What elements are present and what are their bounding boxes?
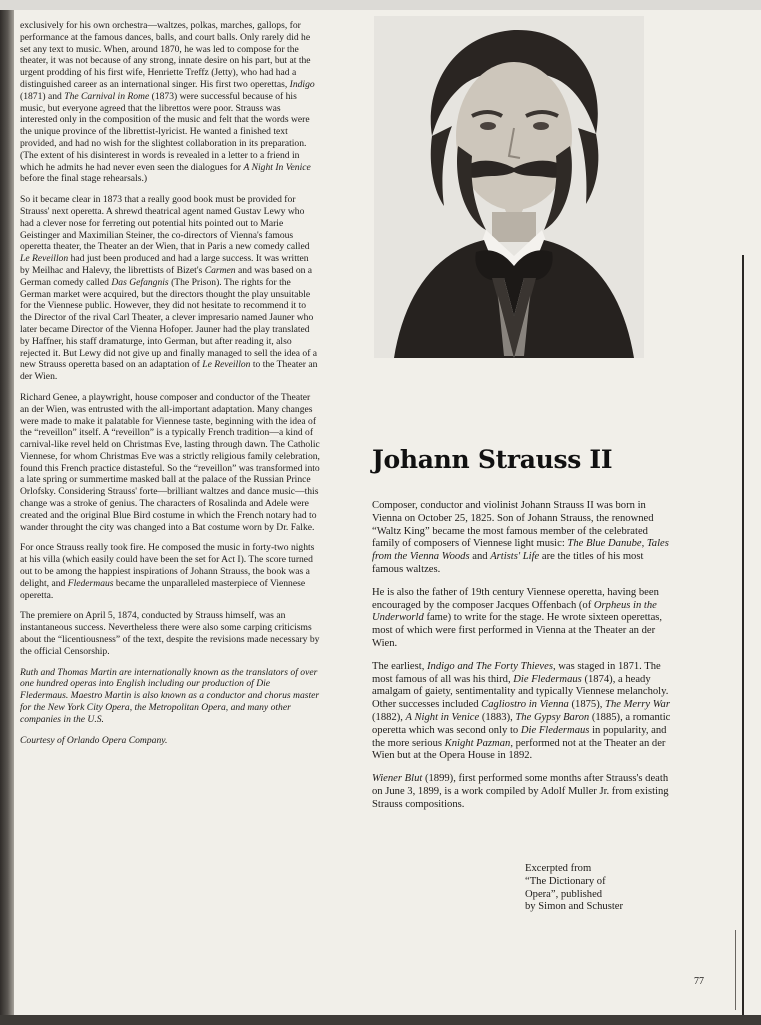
body-text: had just been produced and had a large success. It was written by Meilhac and Halevy, the librettists of Bizet's xyxy=(20,253,309,276)
italic-title-text: Indigo and The Forty Thieves xyxy=(427,660,553,672)
body-text: , performed not at the Theater an der Wien but at the Opera House in 1892. xyxy=(372,737,666,762)
body-text: (1874), a heady amalgam of gaiety, sentimentality and typically Viennese melancholy. Other successes included xyxy=(372,673,669,711)
body-text: to the Theater an der Wien. xyxy=(20,359,318,383)
italic-title-text: Cagliostro in Vienna xyxy=(481,699,569,711)
italic-title-text: Die Fledermaus xyxy=(520,724,590,736)
body-text: For once Strauss really took fire. He composed the music in forty-two nights at his villa (which easily could have been the set for Act I). The score turned out to be among the happiest inspirations of Johann Strauss, the book was a delight, and xyxy=(20,542,315,589)
italic-title-text: Le Reveillon xyxy=(20,253,69,265)
italic-title-text: The Carnival in Rome xyxy=(64,90,150,102)
italic-title-text: A Night in Venice xyxy=(405,711,480,723)
excerpt-line: “The Dictionary of xyxy=(525,875,606,887)
book-spine-shadow xyxy=(0,10,14,1015)
body-text: (1885), a romantic operetta which was second only to xyxy=(372,711,671,736)
body-text: (1873) were successful because of his music, but everyone agreed that the librettos were poor. Strauss was interested only in the composition of the music and felt that the words were the unique province of the librettist-lyricist. He wanted a finished text provided, and had no wish for the slightest collaboration in its preparation. (The extent of his disinterest in words is revealed in a letter to a friend in which he admits he had never even seen the dialogues for xyxy=(20,90,310,173)
body-text: in popularity, and the more serious xyxy=(372,724,667,749)
italic-title-text: Fledermaus xyxy=(67,577,114,589)
bio-paragraph-3 xyxy=(372,661,677,763)
body-text: Richard Genee, a playwright, house composer and conductor of the Theater an der Wien, was entrusted with the all-important adaptation. Many changes were made to make it palatable for Viennese taste, beginning with the idea of the “reveillon” itself. A “reveillon” is a typically French tradition—a kind of carnival-like revel held on Christmas Eve, lasting through dawn. The Catholic Viennese, for whom Christmas Eve was a strictly religious family celebration, found this French practice distasteful. So the “reveillon” was transformed into a late spring or summertime masked ball at the palace of the Russian Prince Orlofsky. Considering Strauss' forte—brilliant waltzes and dance music—this change was a stroke of genius. The characters of Rosalinda and Adele were created and the original Blue Bird costume in which the French notary had to wander throught the city was changed into a Bat costume worn by Dr. Falke. xyxy=(20,391,320,533)
excerpt-line: by Simon and Schuster xyxy=(525,901,623,913)
body-text: before the final stage rehearsals.) xyxy=(20,173,148,185)
body-text: (1883), xyxy=(479,711,516,723)
body-text: , was staged in 1871. The most famous of all was his third, xyxy=(372,660,661,685)
excerpt-line: Opera”, published xyxy=(525,888,603,900)
italic-title-text: Indigo xyxy=(289,78,315,90)
body-text: So it became clear in 1873 that a really good book must be provided for Strauss' next operetta. A shrewd theatrical agent named Gustav Lewy who had a clever nose for ferreting out potential hits pointed out to Marie Geistinger and Maximilian Steiner, the co-directors of Vienna's famous operetta theater, the Theater an der Wien, that in Paris a new comedy called xyxy=(20,194,310,253)
page-number: 77 xyxy=(694,976,704,987)
bio-paragraph-2 xyxy=(372,587,677,651)
left-paragraph-3 xyxy=(20,392,320,534)
bio-paragraph-4 xyxy=(372,773,677,811)
body-text: fame) to write for the stage. He wrote sixteen operettas, most of which were first performed in Vienna at the Theater an der Wien. xyxy=(372,612,663,649)
italic-title-text: The Merry War xyxy=(605,699,670,711)
left-paragraph-4 xyxy=(20,542,320,601)
biography-column xyxy=(372,500,677,822)
body-text: The earliest, xyxy=(372,660,428,672)
body-text: (1899), first performed some months after Strauss's death on June 3, 1899, is a work compiled by Adolf Muller Jr. from existing Strauss compositions. xyxy=(372,773,669,810)
body-text: and was based on a German comedy called xyxy=(20,264,313,288)
portrait-photo xyxy=(374,16,644,358)
portrait-illustration xyxy=(374,16,644,358)
italic-title-text: The Gypsy Baron xyxy=(515,711,590,723)
body-text: Composer, conductor and violinist Johann Strauss II was born in Vienna on October 25, 1825. Son of Johann Strauss, the renowned “Waltz King” became the most famous member of the celebrated family of composers of Viennese light music: xyxy=(372,500,654,550)
right-margin-rule-short xyxy=(735,930,736,1010)
body-text: (1871) and xyxy=(20,90,65,102)
right-margin-rule xyxy=(742,255,744,1015)
italic-title-text: Artists' Life xyxy=(490,551,540,563)
italic-title-text: Orpheus in the Underworld xyxy=(372,599,657,624)
body-text: (The Prison). The rights for the German market were acquired, but the directors thought the play unsuitable for the Viennese public. However, they did not hesitate to recommend it to the Director of the rival Carl Theater, a clever impresario named Jauner who later became Director of the Vienna Hofoper. Jauner had the play translated by Haffner, his staff dramaturge, into German, but after reading it, also rejected it. But Lewy did not give up and finally managed to sell the idea of a new Strauss operetta based on an adaptation of xyxy=(20,276,318,371)
italic-title-text: Wiener Blut xyxy=(372,773,423,785)
body-text: The premiere on April 5, 1874, conducted by Strauss himself, was an instantaneous success. Nevertheless there were also some carping criticisms about the “licentiousness” of the text, despite the revisions made necessary by the official Censorship. xyxy=(20,610,320,657)
italic-title-text: Le Reveillon xyxy=(202,359,251,371)
italic-title-text: The Blue Danube, Tales from the Vienna Woods xyxy=(372,538,669,563)
body-text: became the unparalleled masterpiece of Viennese operetta. xyxy=(20,577,306,601)
page-bottom-edge xyxy=(0,1015,761,1025)
italic-title-text: Das Gefangnis xyxy=(111,276,169,288)
left-article-column xyxy=(20,20,320,755)
body-text: He is also the father of 19th century Viennese operetta, having been encouraged by the composer Jacques Offenbach (of xyxy=(372,586,659,611)
italic-title-text: Carmen xyxy=(204,264,236,276)
excerpt-source-note xyxy=(525,863,665,914)
body-text: exclusively for his own orchestra—waltzes, polkas, marches, gallops, for performance at the famous dances, balls, and court balls. Only rarely did he set any text to music. When, around 1870, he was led to compose for the theater, it was not because of any strong, innate desire on his part, but at the urgent prodding of his first wife, Henriette Treffz (Jetty), who had had a distinguished career as an international singer. His first two operettas, xyxy=(20,20,311,90)
left-paragraph-1 xyxy=(20,20,320,185)
courtesy-line: Courtesy of Orlando Opera Company. xyxy=(20,734,168,746)
article-title: Johann Strauss II xyxy=(372,445,613,474)
italic-title-text: Die Fledermaus xyxy=(513,673,582,685)
italic-title-text: A Night In Venice xyxy=(243,161,311,173)
bio-paragraph-1 xyxy=(372,500,677,577)
italic-title-text: Knight Pazman xyxy=(444,737,511,749)
left-paragraph-5 xyxy=(20,610,320,657)
body-text: are the titles of his most famous waltzes. xyxy=(372,551,644,575)
excerpt-line: Excerpted from xyxy=(525,863,592,874)
translator-credit: Ruth and Thomas Martin are internationally known as the translators of over one hundred operas into English including our production of Die Fledermaus. Maestro Martin is also known as a conductor and chorus master for the New York City Opera, the Metropolitan Opera, and many other companies in the U.S. xyxy=(20,666,320,725)
left-paragraph-2 xyxy=(20,194,320,383)
body-text: and xyxy=(469,551,491,563)
body-text: (1875), xyxy=(568,699,606,711)
page-top-edge xyxy=(0,0,761,10)
body-text: (1882), xyxy=(372,711,406,723)
